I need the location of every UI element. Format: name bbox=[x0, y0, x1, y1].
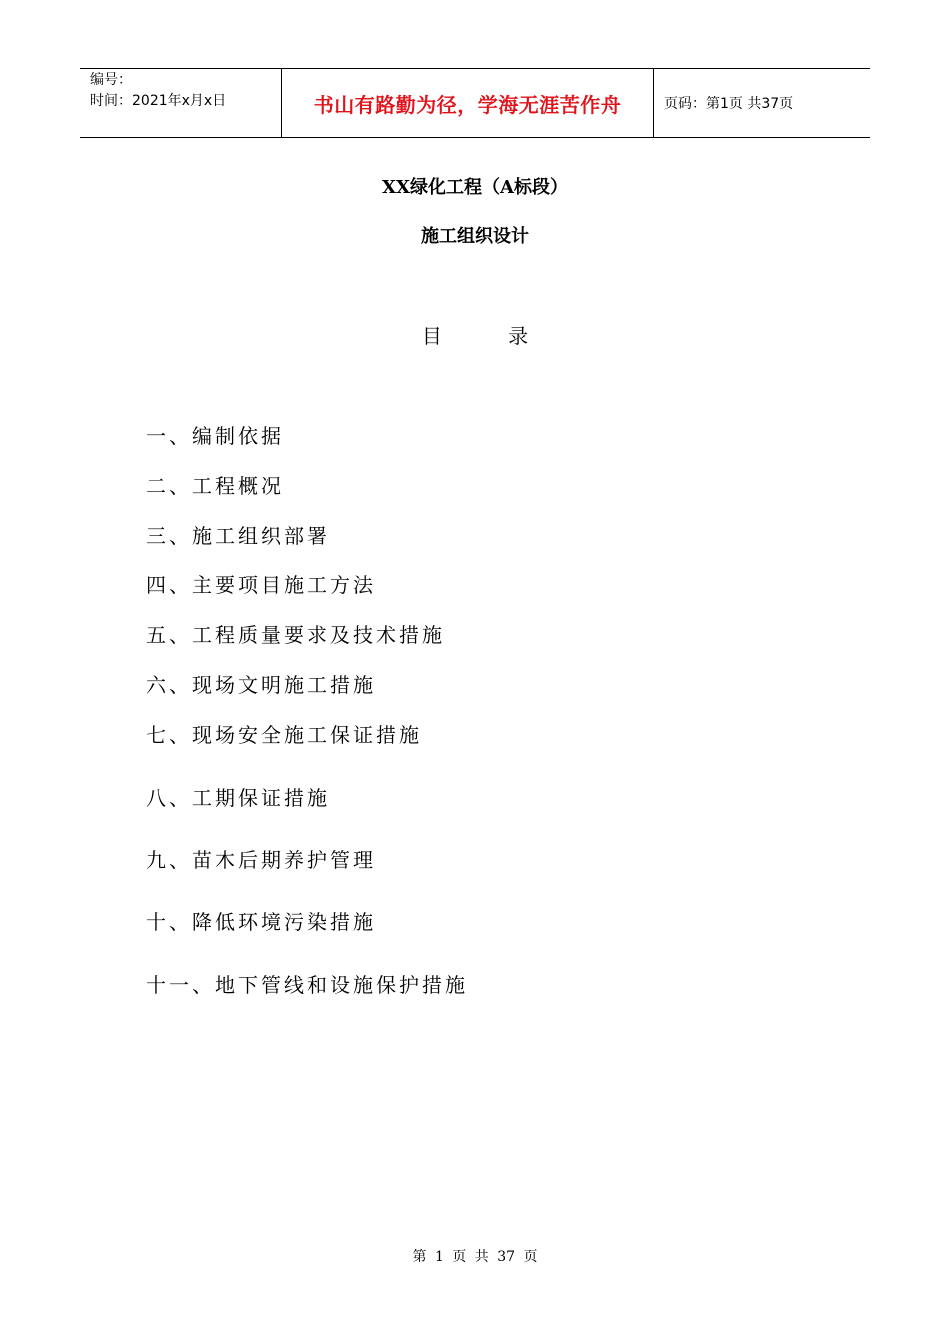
toc-item: 十、降低环境污染措施 bbox=[146, 910, 376, 934]
toc-heading-char-2: 录 bbox=[508, 324, 529, 348]
date-line: 时间：2021年x月x日 bbox=[90, 93, 227, 109]
toc-item: 四、主要项目施工方法 bbox=[146, 573, 376, 597]
toc-item: 八、工期保证措施 bbox=[146, 786, 330, 810]
motto-text: 书山有路勤为径，学海无涯苦作舟 bbox=[313, 92, 622, 117]
document-subtitle: 施工组织设计 bbox=[421, 226, 529, 247]
toc-item: 三、施工组织部署 bbox=[146, 524, 330, 548]
number-label: 编号： bbox=[90, 72, 132, 88]
toc-heading bbox=[0, 320, 950, 349]
header-page-info: 页码：第1页 共37页 bbox=[664, 96, 794, 112]
document-title: XX绿化工程（A标段） bbox=[382, 177, 568, 198]
header-page-cell bbox=[654, 69, 870, 137]
toc-item: 九、苗木后期养护管理 bbox=[146, 848, 376, 872]
page-footer: 第 1 页 共 37 页 bbox=[412, 1249, 538, 1265]
toc-item: 七、现场安全施工保证措施 bbox=[146, 723, 422, 747]
toc-item: 二、工程概况 bbox=[146, 474, 284, 498]
toc-item: 十一、地下管线和设施保护措施 bbox=[146, 973, 468, 997]
header-motto-cell bbox=[282, 69, 654, 137]
toc-item: 六、现场文明施工措施 bbox=[146, 673, 376, 697]
toc-item: 五、工程质量要求及技术措施 bbox=[146, 623, 445, 647]
header-meta-cell bbox=[80, 69, 282, 137]
header-table bbox=[80, 68, 870, 138]
toc-item: 一、编制依据 bbox=[146, 424, 284, 448]
toc-heading-char-1: 目 bbox=[421, 324, 442, 348]
